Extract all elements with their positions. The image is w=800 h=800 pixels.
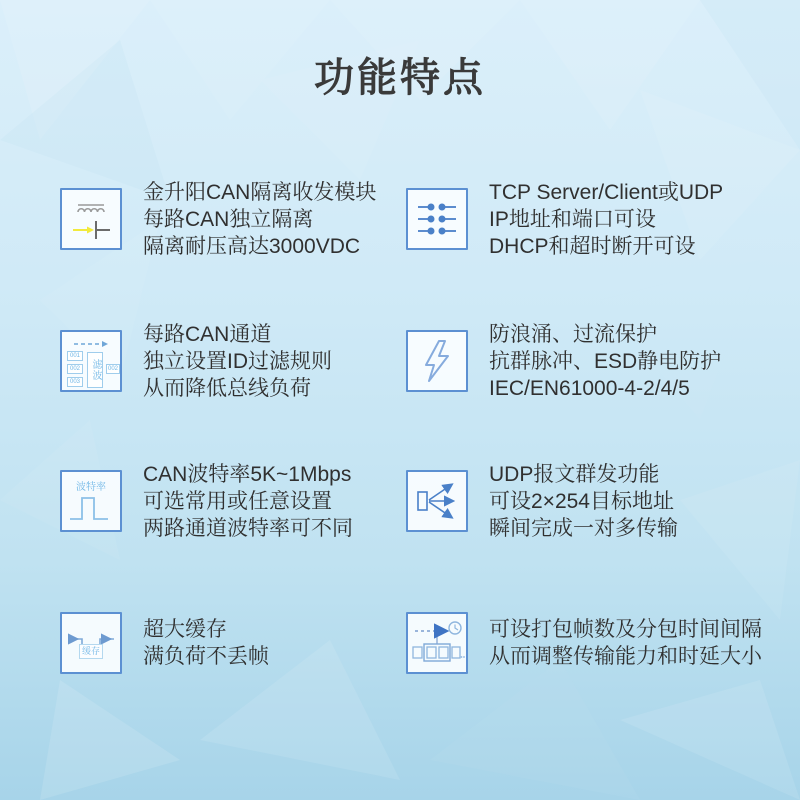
feature-line: IEC/EN61000-4-2/4/5	[489, 376, 690, 400]
multicast-icon	[406, 470, 468, 532]
id-filter-icon	[60, 330, 122, 392]
packing-icon	[406, 612, 468, 674]
feature-line: 隔离耐压高达3000VDC	[143, 234, 361, 258]
feature-text-packing	[489, 616, 762, 670]
feature-line: DHCP和超时断开可设	[489, 234, 696, 258]
filter-output-label: 002	[107, 366, 118, 372]
feature-text-multicast	[489, 461, 678, 542]
buffer-icon	[60, 612, 122, 674]
feature-line: 两路通道波特率可不同	[143, 516, 353, 540]
feature-text-protection	[489, 321, 721, 402]
network-config-icon	[406, 188, 468, 250]
feature-id-filter	[60, 316, 332, 406]
lightning-icon	[406, 330, 468, 392]
feature-line: TCP Server/Client或UDP	[489, 180, 724, 204]
feature-line: 从而降低总线负荷	[143, 376, 311, 400]
feature-text-network-config	[489, 179, 723, 260]
filter-input-2-label: 002	[67, 364, 83, 374]
feature-line: 瞬间完成一对多传输	[489, 516, 678, 540]
feature-line: 超大缓存	[143, 618, 227, 641]
feature-multicast	[406, 456, 678, 546]
baudrate-icon	[60, 470, 122, 532]
feature-text-buffer	[143, 616, 269, 670]
feature-line: UDP报文群发功能	[489, 462, 660, 486]
feature-line: 独立设置ID过滤规则	[143, 349, 332, 373]
feature-baudrate	[60, 456, 353, 546]
feature-line: 每路CAN独立隔离	[143, 207, 314, 231]
feature-line: 防浪涌、过流保护	[489, 322, 657, 346]
feature-buffer	[60, 598, 269, 688]
isolation-icon	[60, 188, 122, 250]
buffer-icon-label: 缓存	[79, 644, 103, 659]
feature-line: 可设打包帧数及分包时间间隔	[489, 618, 762, 641]
feature-line: 可选常用或任意设置	[143, 489, 332, 513]
feature-network-config	[406, 174, 723, 264]
page-title: 功能特点	[314, 56, 486, 100]
feature-line: IP地址和端口可设	[489, 207, 656, 231]
feature-text-id-filter	[143, 321, 332, 402]
feature-line: 从而调整传输能力和时延大小	[489, 645, 762, 668]
feature-text-baudrate	[143, 461, 353, 542]
feature-text-isolation	[143, 179, 376, 260]
feature-isolation	[60, 174, 376, 264]
filter-input-1-label: 001	[67, 351, 83, 361]
feature-line: 满负荷不丢帧	[143, 645, 269, 668]
feature-line: 可设2×254目标地址	[489, 489, 674, 513]
filter-box-label: 滤波	[87, 352, 103, 388]
feature-line: 金升阳CAN隔离收发模块	[143, 180, 377, 204]
filter-input-3-label: 003	[67, 377, 83, 387]
feature-line: CAN波特率5K~1Mbps	[143, 462, 352, 486]
feature-packing	[406, 598, 762, 688]
feature-protection	[406, 316, 721, 406]
feature-line: 抗群脉冲、ESD静电防护	[489, 349, 722, 373]
feature-line: 每路CAN通道	[143, 322, 272, 346]
baudrate-icon-label: 波特率	[76, 482, 106, 493]
